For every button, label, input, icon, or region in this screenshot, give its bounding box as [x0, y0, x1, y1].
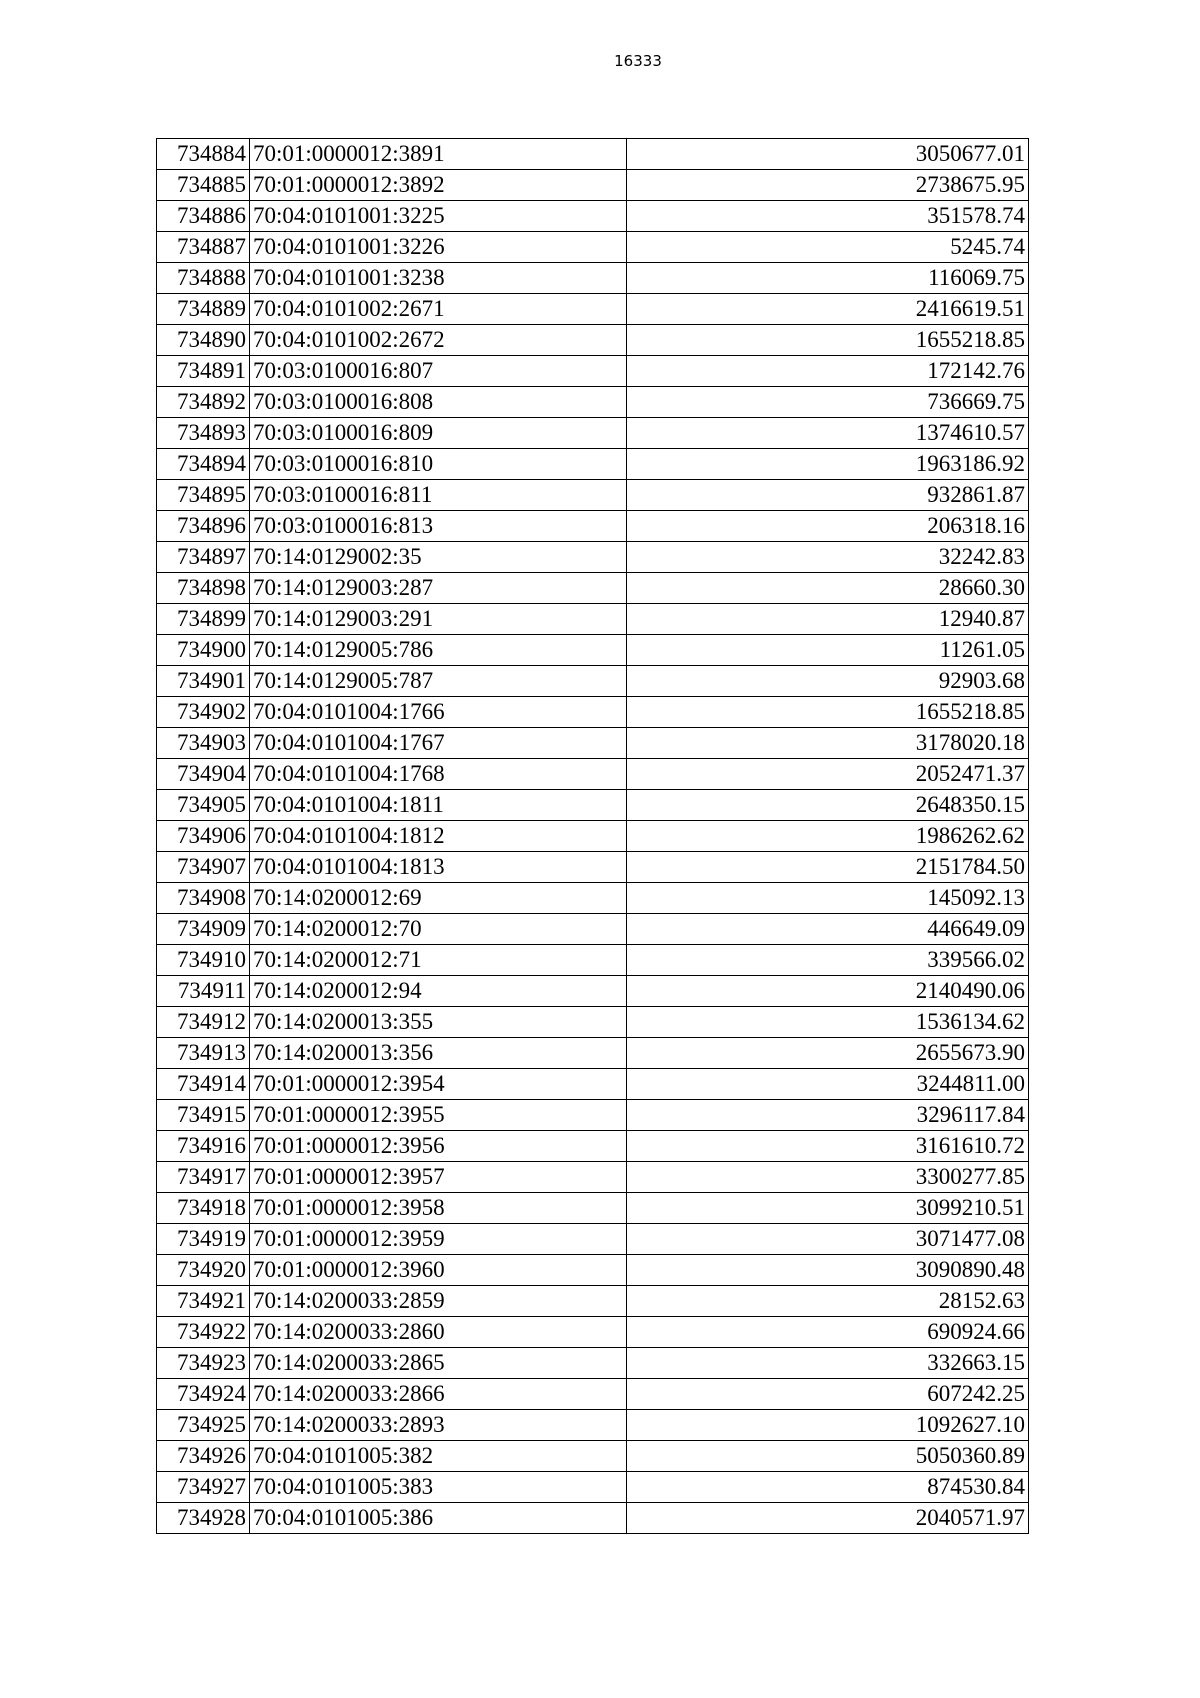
value-cell: 332663.15 [627, 1348, 1029, 1379]
row-number-cell: 734893 [157, 418, 250, 449]
cadastral-number-cell: 70:14:0129003:287 [250, 573, 627, 604]
row-number-cell: 734898 [157, 573, 250, 604]
cadastral-number-cell: 70:14:0129005:787 [250, 666, 627, 697]
table-row [157, 1069, 1029, 1100]
value-cell: 2040571.97 [627, 1503, 1029, 1534]
row-number-cell: 734905 [157, 790, 250, 821]
row-number-cell: 734889 [157, 294, 250, 325]
row-number-cell: 734928 [157, 1503, 250, 1534]
cadastral-number-cell: 70:04:0101005:386 [250, 1503, 627, 1534]
table-row [157, 1100, 1029, 1131]
table-row [157, 1007, 1029, 1038]
table-row [157, 232, 1029, 263]
table-row [157, 790, 1029, 821]
cadastral-number-cell: 70:04:0101004:1766 [250, 697, 627, 728]
row-number-cell: 734892 [157, 387, 250, 418]
row-number-cell: 734908 [157, 883, 250, 914]
table-row [157, 1348, 1029, 1379]
table-row [157, 1441, 1029, 1472]
row-number-cell: 734884 [157, 139, 250, 170]
row-number-cell: 734910 [157, 945, 250, 976]
table-row [157, 1472, 1029, 1503]
table-row [157, 945, 1029, 976]
table-row [157, 1410, 1029, 1441]
value-cell: 3300277.85 [627, 1162, 1029, 1193]
cadastral-number-cell: 70:01:0000012:3955 [250, 1100, 627, 1131]
row-number-cell: 734913 [157, 1038, 250, 1069]
value-cell: 3050677.01 [627, 139, 1029, 170]
cadastral-number-cell: 70:14:0129002:35 [250, 542, 627, 573]
row-number-cell: 734926 [157, 1441, 250, 1472]
cadastral-number-cell: 70:14:0200012:69 [250, 883, 627, 914]
value-cell: 3090890.48 [627, 1255, 1029, 1286]
value-cell: 2052471.37 [627, 759, 1029, 790]
table-row [157, 139, 1029, 170]
value-cell: 932861.87 [627, 480, 1029, 511]
value-cell: 32242.83 [627, 542, 1029, 573]
cadastral-number-cell: 70:01:0000012:3959 [250, 1224, 627, 1255]
table-row [157, 1162, 1029, 1193]
value-cell: 1374610.57 [627, 418, 1029, 449]
value-cell: 1986262.62 [627, 821, 1029, 852]
row-number-cell: 734903 [157, 728, 250, 759]
value-cell: 3161610.72 [627, 1131, 1029, 1162]
table-row [157, 511, 1029, 542]
row-number-cell: 734916 [157, 1131, 250, 1162]
table-row [157, 418, 1029, 449]
cadastral-number-cell: 70:03:0100016:813 [250, 511, 627, 542]
table-row [157, 263, 1029, 294]
value-cell: 3071477.08 [627, 1224, 1029, 1255]
cadastral-number-cell: 70:14:0200013:356 [250, 1038, 627, 1069]
row-number-cell: 734922 [157, 1317, 250, 1348]
cadastral-number-cell: 70:14:0129003:291 [250, 604, 627, 635]
value-cell: 2151784.50 [627, 852, 1029, 883]
table-row [157, 1286, 1029, 1317]
cadastral-number-cell: 70:03:0100016:808 [250, 387, 627, 418]
table-row [157, 852, 1029, 883]
table-row [157, 635, 1029, 666]
value-cell: 1655218.85 [627, 325, 1029, 356]
table-row [157, 914, 1029, 945]
table-body [157, 139, 1029, 1534]
value-cell: 11261.05 [627, 635, 1029, 666]
cadastral-number-cell: 70:14:0200033:2860 [250, 1317, 627, 1348]
row-number-cell: 734899 [157, 604, 250, 635]
cadastral-number-cell: 70:04:0101004:1768 [250, 759, 627, 790]
table-row [157, 542, 1029, 573]
table-row [157, 976, 1029, 1007]
value-cell: 92903.68 [627, 666, 1029, 697]
row-number-cell: 734911 [157, 976, 250, 1007]
value-cell: 874530.84 [627, 1472, 1029, 1503]
table-row [157, 294, 1029, 325]
cadastral-number-cell: 70:01:0000012:3892 [250, 170, 627, 201]
row-number-cell: 734894 [157, 449, 250, 480]
value-cell: 1963186.92 [627, 449, 1029, 480]
value-cell: 3178020.18 [627, 728, 1029, 759]
row-number-cell: 734920 [157, 1255, 250, 1286]
value-cell: 5245.74 [627, 232, 1029, 263]
table-row [157, 1038, 1029, 1069]
table-row [157, 573, 1029, 604]
cadastral-number-cell: 70:03:0100016:807 [250, 356, 627, 387]
value-cell: 5050360.89 [627, 1441, 1029, 1472]
value-cell: 206318.16 [627, 511, 1029, 542]
cadastral-number-cell: 70:14:0200012:94 [250, 976, 627, 1007]
table-row [157, 697, 1029, 728]
table-row [157, 883, 1029, 914]
cadastral-number-cell: 70:04:0101002:2672 [250, 325, 627, 356]
row-number-cell: 734895 [157, 480, 250, 511]
cadastral-number-cell: 70:01:0000012:3891 [250, 139, 627, 170]
table-row [157, 1255, 1029, 1286]
cadastral-number-cell: 70:01:0000012:3958 [250, 1193, 627, 1224]
cadastral-number-cell: 70:04:0101001:3238 [250, 263, 627, 294]
data-table [156, 138, 1029, 1534]
table-row [157, 1224, 1029, 1255]
table-row [157, 387, 1029, 418]
row-number-cell: 734888 [157, 263, 250, 294]
value-cell: 1536134.62 [627, 1007, 1029, 1038]
row-number-cell: 734890 [157, 325, 250, 356]
row-number-cell: 734915 [157, 1100, 250, 1131]
cadastral-number-cell: 70:03:0100016:809 [250, 418, 627, 449]
row-number-cell: 734896 [157, 511, 250, 542]
row-number-cell: 734912 [157, 1007, 250, 1038]
value-cell: 1092627.10 [627, 1410, 1029, 1441]
value-cell: 2738675.95 [627, 170, 1029, 201]
row-number-cell: 734921 [157, 1286, 250, 1317]
row-number-cell: 734885 [157, 170, 250, 201]
cadastral-number-cell: 70:04:0101004:1813 [250, 852, 627, 883]
value-cell: 2140490.06 [627, 976, 1029, 1007]
table-row [157, 821, 1029, 852]
cadastral-number-cell: 70:14:0200033:2865 [250, 1348, 627, 1379]
cadastral-number-cell: 70:14:0200033:2859 [250, 1286, 627, 1317]
value-cell: 2655673.90 [627, 1038, 1029, 1069]
value-cell: 28660.30 [627, 573, 1029, 604]
row-number-cell: 734906 [157, 821, 250, 852]
table-row [157, 759, 1029, 790]
value-cell: 1655218.85 [627, 697, 1029, 728]
table-row [157, 604, 1029, 635]
table-row [157, 356, 1029, 387]
table-row [157, 325, 1029, 356]
table-row [157, 1317, 1029, 1348]
cadastral-number-cell: 70:14:0200012:71 [250, 945, 627, 976]
row-number-cell: 734887 [157, 232, 250, 263]
row-number-cell: 734900 [157, 635, 250, 666]
table-row [157, 170, 1029, 201]
cadastral-number-cell: 70:14:0200012:70 [250, 914, 627, 945]
row-number-cell: 734914 [157, 1069, 250, 1100]
table-row [157, 449, 1029, 480]
cadastral-number-cell: 70:14:0200013:355 [250, 1007, 627, 1038]
table-row [157, 480, 1029, 511]
value-cell: 3099210.51 [627, 1193, 1029, 1224]
value-cell: 12940.87 [627, 604, 1029, 635]
row-number-cell: 734897 [157, 542, 250, 573]
value-cell: 116069.75 [627, 263, 1029, 294]
cadastral-number-cell: 70:01:0000012:3960 [250, 1255, 627, 1286]
cadastral-number-cell: 70:04:0101001:3225 [250, 201, 627, 232]
cadastral-number-cell: 70:01:0000012:3957 [250, 1162, 627, 1193]
row-number-cell: 734917 [157, 1162, 250, 1193]
value-cell: 2416619.51 [627, 294, 1029, 325]
row-number-cell: 734901 [157, 666, 250, 697]
row-number-cell: 734904 [157, 759, 250, 790]
value-cell: 339566.02 [627, 945, 1029, 976]
cadastral-number-cell: 70:04:0101004:1811 [250, 790, 627, 821]
cadastral-number-cell: 70:14:0200033:2893 [250, 1410, 627, 1441]
row-number-cell: 734919 [157, 1224, 250, 1255]
value-cell: 351578.74 [627, 201, 1029, 232]
row-number-cell: 734924 [157, 1379, 250, 1410]
table-row [157, 1193, 1029, 1224]
cadastral-number-cell: 70:03:0100016:811 [250, 480, 627, 511]
row-number-cell: 734902 [157, 697, 250, 728]
cadastral-number-cell: 70:04:0101005:382 [250, 1441, 627, 1472]
value-cell: 28152.63 [627, 1286, 1029, 1317]
value-cell: 607242.25 [627, 1379, 1029, 1410]
row-number-cell: 734918 [157, 1193, 250, 1224]
cadastral-number-cell: 70:04:0101002:2671 [250, 294, 627, 325]
row-number-cell: 734886 [157, 201, 250, 232]
value-cell: 3244811.00 [627, 1069, 1029, 1100]
table-row [157, 201, 1029, 232]
cadastral-number-cell: 70:04:0101005:383 [250, 1472, 627, 1503]
cadastral-number-cell: 70:04:0101004:1767 [250, 728, 627, 759]
cadastral-number-cell: 70:03:0100016:810 [250, 449, 627, 480]
row-number-cell: 734925 [157, 1410, 250, 1441]
value-cell: 145092.13 [627, 883, 1029, 914]
value-cell: 690924.66 [627, 1317, 1029, 1348]
cadastral-number-cell: 70:04:0101004:1812 [250, 821, 627, 852]
value-cell: 2648350.15 [627, 790, 1029, 821]
row-number-cell: 734891 [157, 356, 250, 387]
cadastral-number-cell: 70:01:0000012:3954 [250, 1069, 627, 1100]
cadastral-number-cell: 70:04:0101001:3226 [250, 232, 627, 263]
value-cell: 736669.75 [627, 387, 1029, 418]
table-row [157, 1503, 1029, 1534]
page-number: 16333 [614, 52, 662, 70]
table-row [157, 1379, 1029, 1410]
table-row [157, 728, 1029, 759]
cadastral-number-cell: 70:14:0200033:2866 [250, 1379, 627, 1410]
table-row [157, 666, 1029, 697]
row-number-cell: 734923 [157, 1348, 250, 1379]
row-number-cell: 734907 [157, 852, 250, 883]
value-cell: 446649.09 [627, 914, 1029, 945]
value-cell: 172142.76 [627, 356, 1029, 387]
table-row [157, 1131, 1029, 1162]
row-number-cell: 734909 [157, 914, 250, 945]
row-number-cell: 734927 [157, 1472, 250, 1503]
cadastral-number-cell: 70:01:0000012:3956 [250, 1131, 627, 1162]
value-cell: 3296117.84 [627, 1100, 1029, 1131]
cadastral-number-cell: 70:14:0129005:786 [250, 635, 627, 666]
